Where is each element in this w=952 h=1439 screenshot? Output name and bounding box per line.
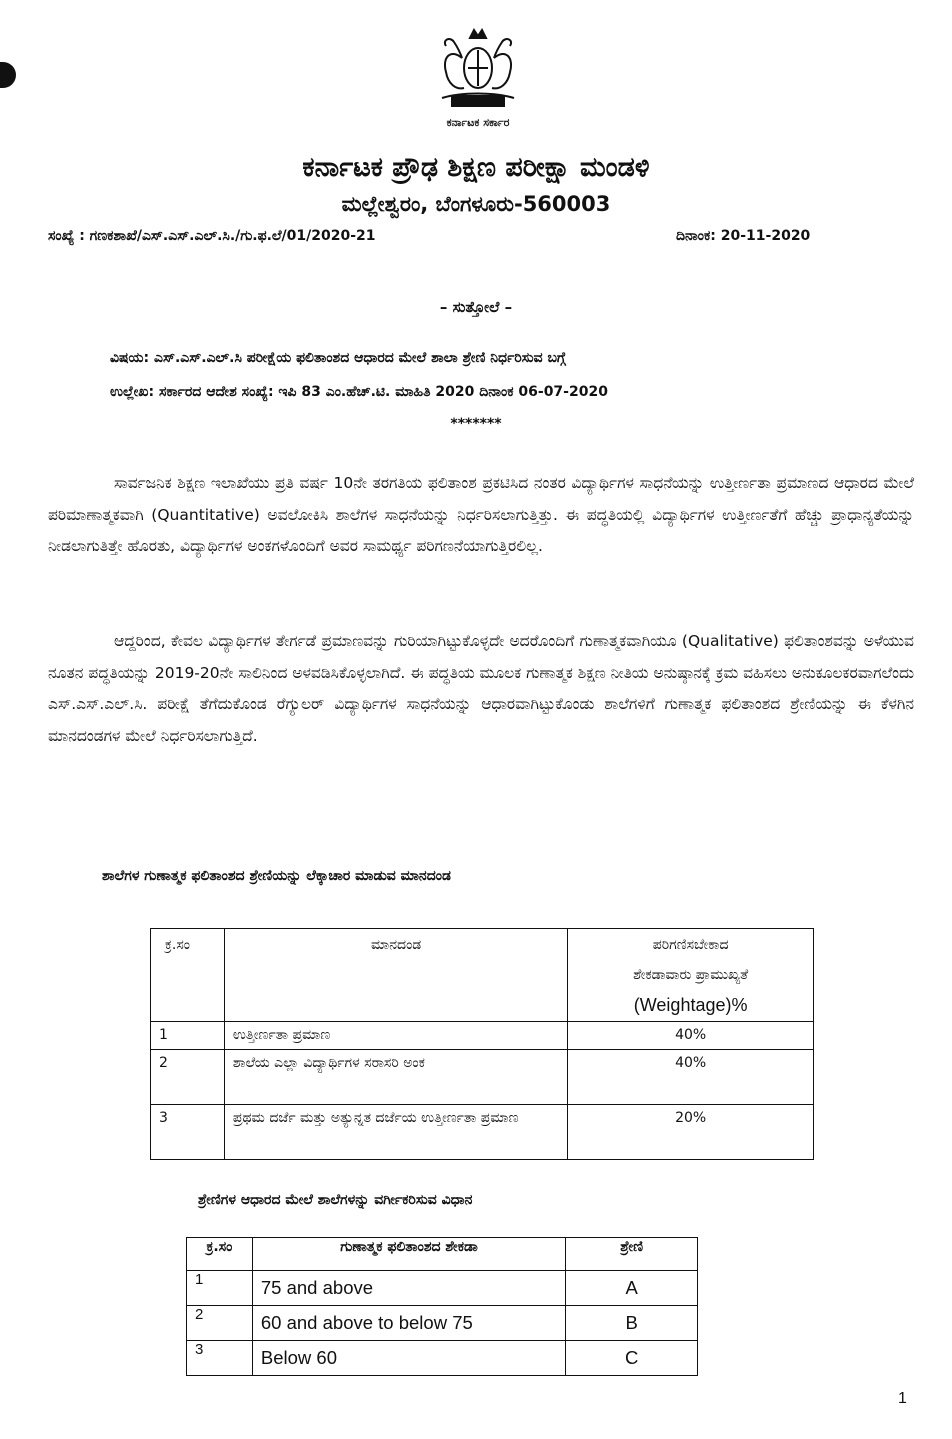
criteria-table-heading: ಶಾಲೆಗಳ ಗುಣಾತ್ಮಕ ಫಲಿತಾಂಶದ ಶ್ರೇಣಿಯನ್ನು ಲೆಕ್ಕಾಚಾರ ಮಾಡುವ ಮಾನದಂಡ <box>102 868 451 884</box>
paragraph-2: ಆದ್ದರಿಂದ, ಕೇವಲ ವಿದ್ಯಾರ್ಥಿಗಳ ತೇರ್ಗಡೆ ಪ್ರಮಾಣವನ್ನು ಗುರಿಯಾಗಿಟ್ಟುಕೊಳ್ಳದೇ ಅದರೊಂದಿಗೆ ಗುಣಾತ್ಮಕವಾಗಿಯೂ (Qualitative) ಫಲಿತಾಂಶವನ್ನು ಅಳೆಯುವ ನೂತನ ಪದ್ಧತಿಯನ್ನು 2019-20ನೇ ಸಾಲಿನಿಂದ ಅಳವಡಿಸಿಕೊಳ್ಳಲಾಗಿದೆ. ಈ ಪದ್ಧತಿಯ ಮೂಲಕ ಗುಣಾತ್ಮಕ ಶಿಕ್ಷಣ ನೀತಿಯ ಅನುಷ್ಠಾನಕ್ಕೆ ಕ್ರಮ ವಹಿಸಲು ಅನುಕೂಲಕರವಾಗಲೆಂದು ಎಸ್.ಎಸ್.ಎಲ್.ಸಿ. ಪರೀಕ್ಷೆ ತೆಗೆದುಕೊಂಡ ರೆಗ್ಯುಲರ್ ವಿದ್ಯಾರ್ಥಿಗಳ ಸಾಧನೆಯನ್ನು ಆಧಾರವಾಗಿಟ್ಟುಕೊಂಡು ಶಾಲೆಗಳಿಗೆ ಗುಣಾತ್ಮಕ ಫಲಿತಾಂಶದ ಶ್ರೇಣಿಯನ್ನು ಈ ಕೆಳಗಿನ ಮಾನದಂಡಗಳ ಮೇಲೆ ನಿರ್ಧರಿಸಲಾಗುತ್ತಿದೆ. <box>48 632 914 745</box>
row-range: 75 and above <box>252 1271 565 1306</box>
row-grade: A <box>566 1271 698 1306</box>
table-header-row <box>151 929 814 1022</box>
circular-label: – ಸುತ್ತೋಲೆ – <box>439 298 513 316</box>
reference-line: ಉಲ್ಲೇಖ: ಸರ್ಕಾರದ ಆದೇಶ ಸಂಖ್ಯೆ: ಇಪಿ 83 ಎಂ.ಹೆಚ್.ಟಿ. ಮಾಹಿತಿ 2020 ದಿನಾಂಕ 06-07-2020 <box>110 384 608 400</box>
row-no: 3 <box>187 1341 253 1376</box>
subject-line: ವಿಷಯ: ಎಸ್.ಎಸ್.ಎಲ್.ಸಿ ಪರೀಕ್ಷೆಯ ಫಲಿತಾಂಶದ ಆಧಾರದ ಮೇಲೆ ಶಾಲಾ ಶ್ರೇಣಿ ನಿರ್ಧರಿಸುವ ಬಗ್ಗೆ <box>110 350 566 366</box>
weightage-line-1: ಪರಿಗಣಿಸಬೇಕಾದ <box>652 937 729 953</box>
row-range: Below 60 <box>252 1341 565 1376</box>
reference-number: ಸಂಖ್ಯೆ : ಗಣಕಶಾಖೆ/ಎಸ್.ಎಸ್.ಎಲ್.ಸಿ./ಗು.ಫ.ಲೆ/01/2020-21 <box>48 228 376 244</box>
weightage-line-2: ಶೇಕಡಾವಾರು ಪ್ರಾಮುಖ್ಯತೆ <box>633 967 749 983</box>
board-address: ಮಲ್ಲೇಶ್ವರಂ, ಬೆಂಗಳೂರು-560003 <box>341 192 611 216</box>
table-row <box>151 1050 814 1105</box>
row-weight: 40% <box>568 1050 814 1105</box>
table-row <box>151 1022 814 1050</box>
row-criterion: ಶಾಲೆಯ ಎಲ್ಲಾ ವಿದ್ಯಾರ್ಥಿಗಳ ಸರಾಸರಿ ಅಂಕ <box>224 1050 567 1105</box>
row-range: 60 and above to below 75 <box>252 1306 565 1341</box>
col-header-no: ಕ್ರ.ಸಂ <box>151 929 225 1022</box>
table-row <box>151 1105 814 1160</box>
emblem-caption: ಕರ್ನಾಟಕ ಸರ್ಕಾರ <box>446 116 510 129</box>
grade-table <box>186 1237 698 1376</box>
row-no: 1 <box>187 1271 253 1306</box>
col-header-no: ಕ್ರ.ಸಂ <box>187 1238 253 1271</box>
punch-hole-mark <box>0 62 16 88</box>
row-weight: 20% <box>568 1105 814 1160</box>
grade-table-heading: ಶ್ರೇಣಿಗಳ ಆಧಾರದ ಮೇಲೆ ಶಾಲೆಗಳನ್ನು ವರ್ಗೀಕರಿಸುವ ವಿಧಾನ <box>198 1192 473 1208</box>
row-criterion: ಪ್ರಥಮ ದರ್ಜೆ ಮತ್ತು ಅತ್ಯುನ್ನತ ದರ್ಜೆಯ ಉತ್ತೀರ್ಣತಾ ಪ್ರಮಾಣ <box>224 1105 567 1160</box>
table-row <box>187 1341 698 1376</box>
issue-date: ದಿನಾಂಕ: 20-11-2020 <box>676 228 811 244</box>
row-no: 1 <box>151 1022 225 1050</box>
separator: ******* <box>450 416 502 432</box>
col-header-criterion: ಮಾನದಂಡ <box>224 929 567 1022</box>
row-grade: B <box>566 1306 698 1341</box>
row-no: 2 <box>151 1050 225 1105</box>
col-header-weightage <box>568 929 814 1022</box>
weightage-line-3: (Weightage)% <box>633 995 748 1015</box>
row-no: 2 <box>187 1306 253 1341</box>
page-number: 1 <box>898 1390 907 1407</box>
paragraph-1: ಸಾರ್ವಜನಿಕ ಶಿಕ್ಷಣ ಇಲಾಖೆಯು ಪ್ರತಿ ವರ್ಷ 10ನೇ ತರಗತಿಯ ಫಲಿತಾಂಶ ಪ್ರಕಟಿಸಿದ ನಂತರ ವಿದ್ಯಾರ್ಥಿಗಳ ಸಾಧನೆಯನ್ನು ಉತ್ತೀರ್ಣತಾ ಪ್ರಮಾಣದ ಆಧಾರದ ಮೇಲೆ ಪರಿಮಾಣಾತ್ಮಕವಾಗಿ (Quantitative) ಅವಲೋಕಿಸಿ ಶಾಲೆಗಳ ಸಾಧನೆಯನ್ನು ನಿರ್ಧರಿಸಲಾಗುತ್ತಿತ್ತು. ಈ ಪದ್ಧತಿಯಲ್ಲಿ ವಿದ್ಯಾರ್ಥಿಗಳ ಉತ್ತೀರ್ಣತೆಗೆ ಹೆಚ್ಚು ಪ್ರಾಧಾನ್ಯತೆಯನ್ನು ನೀಡಲಾಗುತಿತ್ತೇ ಹೊರತು, ವಿದ್ಯಾರ್ಥಿಗಳ ಅಂಕಗಳೊಂದಿಗೆ ಅವರ ಸಾಮರ್ಥ್ಯ ಪರಿಗಣನೆಯಾಗುತ್ತಿರಲಿಲ್ಲ. <box>48 474 914 555</box>
table-row <box>187 1306 698 1341</box>
row-weight: 40% <box>568 1022 814 1050</box>
criteria-table <box>150 928 814 1160</box>
row-no: 3 <box>151 1105 225 1160</box>
col-header-grade: ಶ್ರೇಣಿ <box>566 1238 698 1271</box>
board-title: ಕರ್ನಾಟಕ ಪ್ರೌಢ ಶಿಕ್ಷಣ ಪರೀಕ್ಷಾ ಮಂಡಳಿ <box>302 152 650 183</box>
col-header-percent: ಗುಣಾತ್ಮಕ ಫಲಿತಾಂಶದ ಶೇಕಡಾ <box>252 1238 565 1271</box>
row-criterion: ಉತ್ತೀರ್ಣತಾ ಪ್ರಮಾಣ <box>224 1022 567 1050</box>
table-header-row <box>187 1238 698 1271</box>
row-grade: C <box>566 1341 698 1376</box>
table-row <box>187 1271 698 1306</box>
karnataka-emblem-icon <box>432 28 524 112</box>
